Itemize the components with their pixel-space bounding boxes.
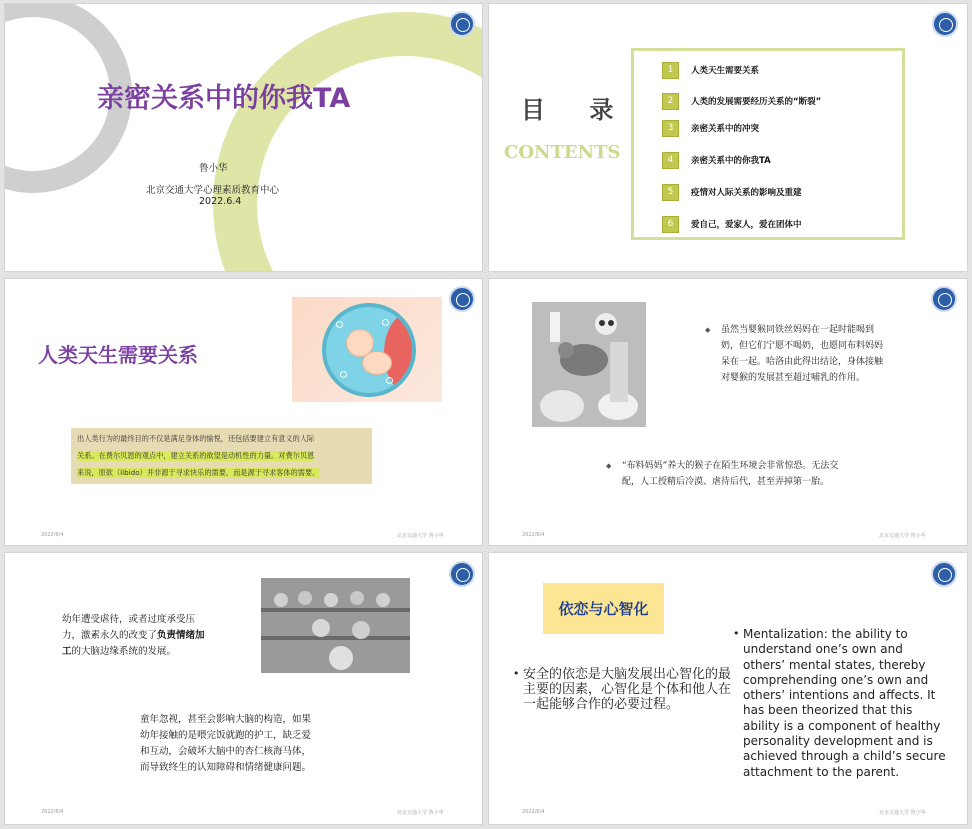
orphanage-children-photo: [261, 578, 410, 673]
decorative-arcs: [5, 4, 483, 272]
paragraph-2: 童年忽视，甚至会影响大脑的构造，如果幼年接触的是喂完饭就跑的护工，缺乏爱和互动，会破坏大脑中的杏仁核海马体，而导致终生的认知障碍和情绪健康问题。: [140, 714, 312, 773]
book-line: 关系。在费尔贝恩的观点中，建立关系的欲望是动机性的力量。对费尔贝恩: [77, 451, 315, 460]
book-excerpt-photo: [71, 428, 372, 484]
bullet-diamond-icon: ◆: [705, 326, 711, 334]
presentation-date: 2022.6.4: [199, 196, 242, 207]
toc-item: [662, 151, 771, 169]
footer-organization: 北京交通大学 鲁小华: [397, 533, 444, 539]
slide-thumbnail-5[interactable]: [4, 552, 483, 825]
toc-item: [662, 61, 759, 79]
toc-item-number: 1: [662, 62, 679, 79]
university-seal-icon: [449, 286, 475, 312]
slide-thumbnail-1[interactable]: [4, 3, 483, 272]
fetus-illustration: [292, 297, 442, 402]
book-line: 出人类行为的最终目的不仅是满足身体的愉悦，还包括要建立有意义的人际: [77, 434, 315, 443]
bullet-dot-icon: •: [733, 627, 740, 640]
footer-date: 2022/6/4: [522, 809, 545, 815]
university-seal-icon: [931, 561, 957, 587]
english-bullet-text: Mentalization: the ability to understand one’s own and others’ mental states, thereby comprehending one’s own and others’ intentions and affects. It has been theorized that this ability is a component of healthy personality development and is achieved through a child’s secure attachment to the parent.: [743, 627, 946, 779]
bubble-shape: [340, 371, 347, 378]
paragraph-1-bold: 负责情绪加工: [62, 630, 205, 657]
toc-item-number: 4: [662, 152, 679, 169]
footer-organization: 北京交通大学 鲁小华: [397, 810, 444, 816]
toc-item-label: 亲密关系中的你我TA: [691, 156, 771, 166]
toc-item-number: 5: [662, 184, 679, 201]
slide-title: 亲密关系中的你我TA: [97, 83, 351, 114]
bubble-shape: [386, 377, 393, 384]
book-line: 来说，原欲（libido）并非源于寻求快乐的需要，而是源于寻求客体的需要。: [77, 468, 320, 477]
toc-item-number: 2: [662, 93, 679, 110]
toc-subtitle: CONTENTS: [504, 142, 621, 163]
toc-item: [662, 92, 821, 110]
bubble-shape: [382, 319, 389, 326]
bullet-dot-icon: •: [513, 667, 520, 680]
monkey-photo-sketch: [532, 302, 646, 427]
toc-item: [662, 215, 802, 233]
university-seal-icon: [931, 286, 957, 312]
green-arc: [235, 34, 483, 272]
bullet-diamond-icon: ◆: [606, 462, 612, 470]
university-seal-icon: [449, 561, 475, 587]
orphanage-photo-sketch: [261, 578, 410, 673]
toc-item-label: 爱自己，爱家人，爱在团体中: [691, 220, 802, 230]
bullet-text-1: 虽然当婴猴同铁丝妈妈在一起时能喝到奶，但它们宁愿不喝奶，也愿同布料妈妈呆在一起。哈洛由此得出结论，身体接触对婴猴的发展甚至超过哺乳的作用。: [721, 325, 884, 383]
slide-thumbnail-6[interactable]: [488, 552, 968, 825]
toc-item: [662, 119, 759, 137]
fetus-body: [362, 351, 392, 375]
paragraph-1-pre: 幼年遭受虐待，或者过度承受压力，激素永久的改变了: [62, 614, 196, 641]
footer-date: 2022/6/4: [41, 809, 64, 815]
toc-item-number: 6: [662, 216, 679, 233]
author-name: 鲁小华: [199, 163, 228, 174]
university-seal-icon: [449, 11, 475, 37]
slide-title: 人类天生需要关系: [38, 343, 198, 367]
slide-thumbnail-3[interactable]: [4, 278, 483, 546]
harlow-monkey-photo: [532, 302, 646, 427]
footer-date: 2022/6/4: [41, 532, 64, 538]
bubble-shape: [336, 321, 343, 328]
bullet-text-2: “布料妈妈”养大的猴子在陌生环境会非常惊恐。无法交配，人工授精后冷漠、虐待后代，甚至弄掉第一胎。: [622, 461, 839, 487]
slide-thumbnail-2[interactable]: [488, 3, 968, 272]
toc-title: 目 录: [521, 96, 632, 124]
footer-organization: 北京交通大学 鲁小华: [879, 533, 926, 539]
paragraph-1: [62, 612, 208, 660]
toc-item-number: 3: [662, 120, 679, 137]
womb-circle: [322, 303, 416, 397]
footer-organization: 北京交通大学 鲁小华: [879, 810, 926, 816]
university-seal-icon: [932, 11, 958, 37]
toc-item-label: 亲密关系中的冲突: [691, 124, 760, 134]
chinese-bullet-text: 安全的依恋是大脑发展出心智化的最主要的因素，心智化是个体和他人在一起能够合作的必要过程。: [523, 667, 732, 712]
paragraph-1-post: 的大脑边缘系统的发展。: [71, 646, 177, 657]
toc-item-label: 疫情对人际关系的影响及重建: [691, 188, 802, 198]
topic-label: 依恋与心智化: [543, 583, 664, 634]
slide-thumbnail-4[interactable]: [488, 278, 968, 546]
toc-item-label: 人类的发展需要经历关系的“断裂”: [691, 97, 822, 107]
organization-name: 北京交通大学心理素质教育中心: [146, 185, 280, 196]
toc-list: [631, 48, 905, 240]
toc-item: [662, 183, 802, 201]
toc-item-label: 人类天生需要关系: [691, 66, 760, 76]
footer-date: 2022/6/4: [522, 532, 545, 538]
